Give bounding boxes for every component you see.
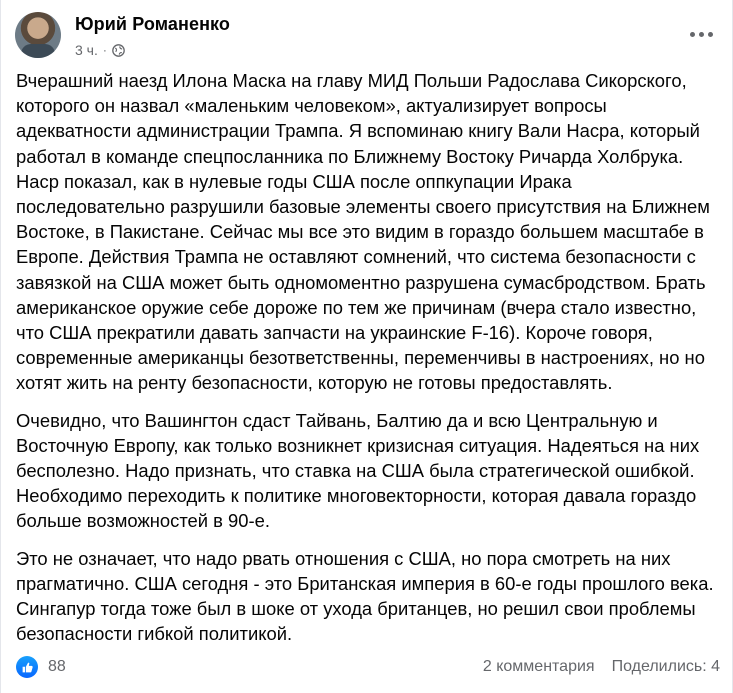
post-body [16,68,721,658]
author-name[interactable]: Юрий Романенко [75,14,231,34]
globe-icon [112,44,125,57]
avatar[interactable] [15,12,61,58]
post-footer [16,653,720,681]
post-paragraph: Очевидно, что Вашингтон сдаст Тайвань, Балтию да и всю Центральную и Восточную Европу, как только возникнет кризисная ситуация. Надеяться на них бесполезно. Надо признать, что ставка на США была стратегической ошибкой. Необходимо переходить к политике многовекторности, которая давала гораздо больше возможностей в 90-е. [16,409,700,532]
post-meta [75,42,125,58]
post-paragraph: Вчерашний наезд Илона Маска на главу МИД Польши Радослава Сикорского, которого он назвал «маленьким человеком», актуализирует вопросы адекватности администрации Трампа. Я вспоминаю книгу Вали Насра, который работал в команде спецпосланника по Ближнему Востоку Ричарда Холбрука. Наср показал, как в нулевые годы США после оппкупации Ирака последовательно разрушили базовые элементы своего присутствия на Ближнем Востоке, в Пакистане. Сейчас мы все это видим в гораздо большем масштабе в Европе. Действия Трампа не оставляют сомнений, что система безопасности с завязкой на США может быть одномоментно разрушена сумасбродством. Брать американское оружие себе дороже по тем же причинам (вчера стало известно, что США прекратили давать запчасти на украинские F-16). Короче говоря, современные американцы безответственны, переменчивы в настроениях, но но хотят жить на ренту безопасности, которую не готовы предоставлять. [16,70,710,394]
post-paragraph: Это не означает, что надо рвать отношения с США, но пора смотреть на них прагматично. США сегодня - это Британская империя в 60-е годы прошлого века. Сингапур тогда тоже был в шоке от ухода британцев, но решил свои проблемы безопасности гибкой политикой. [16,547,714,645]
more-options-icon[interactable] [686,24,716,44]
reactions-count[interactable]: 88 [48,658,66,675]
post-header [15,8,718,68]
thumbs-up-icon[interactable] [16,656,38,678]
shares-link[interactable]: Поделились: 4 [611,658,720,675]
comments-link[interactable]: 2 комментария [482,658,595,675]
post-time[interactable]: 3 ч. [75,42,98,58]
meta-separator: · [102,43,107,57]
